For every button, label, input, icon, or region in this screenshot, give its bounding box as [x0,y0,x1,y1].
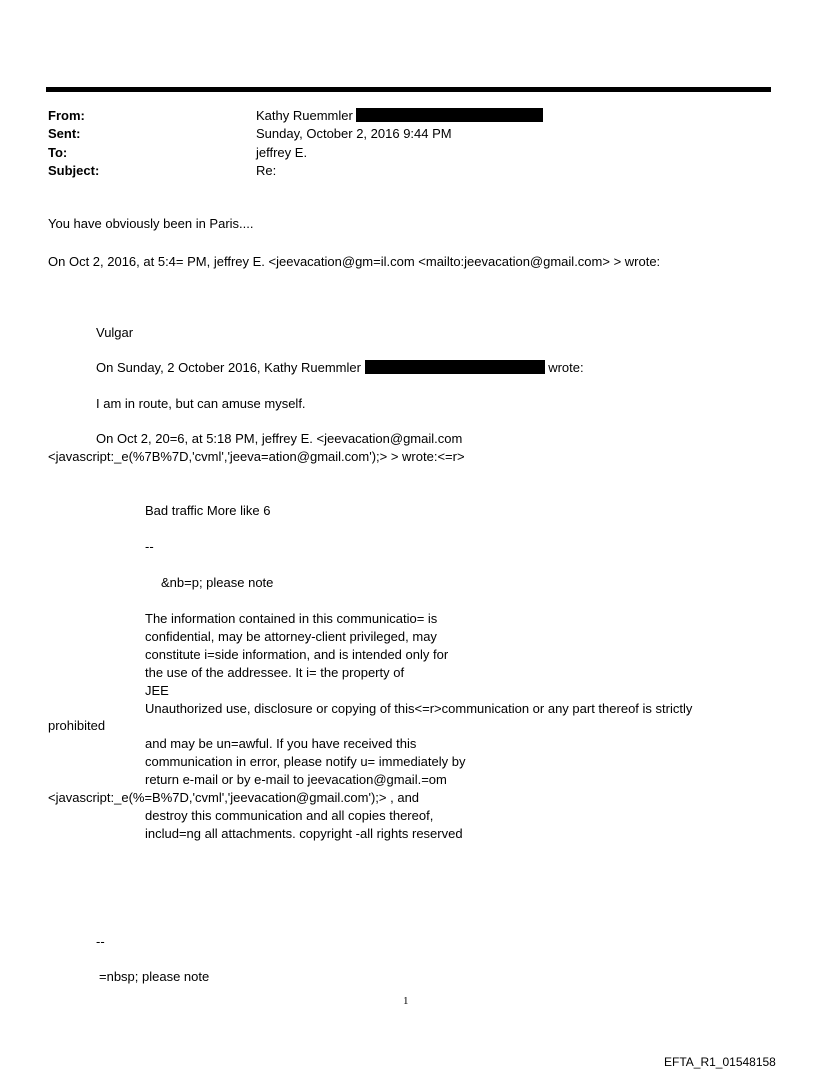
disclaimer-line: communication in error, please notify u= immediately by [145,754,466,769]
disclaimer-line: JEE [145,683,169,698]
redaction-bar [365,360,545,374]
from-name: Kathy Ruemmler [256,108,353,123]
redaction-bar [356,108,543,122]
body-line: &nb=p; please note [161,575,274,590]
body-line: Vulgar [96,325,134,340]
disclaimer-line: and may be un=awful. If you have received this [145,736,417,751]
sent-label: Sent: [48,126,81,141]
body-line: I am in route, but can amuse myself. [96,396,306,411]
body-line: -- [145,539,154,554]
header-rule [46,87,771,92]
from-value [256,107,543,125]
disclaimer-line: confidential, may be attorney-client privileged, may [145,629,437,644]
quote-intro: On Sunday, 2 October 2016, Kathy Ruemmler [96,360,361,375]
body-line: <javascript:_e(%7B%7D,'cvml','jeeva=ation@gmail.com');> > wrote:<=r> [48,449,465,464]
disclaimer-line: Unauthorized use, disclosure or copying of this<=r>communication or any part thereof is strictly [145,701,693,716]
body-line: On Oct 2, 2016, at 5:4= PM, jeffrey E. <jeevacation@gm=il.com <mailto:jeevacation@gmail.com> > wrote: [48,254,661,269]
from-label: From: [48,108,85,123]
disclaimer-line: includ=ng all attachments. copyright -all rights reserved [145,826,463,841]
body-line: On Oct 2, 20=6, at 5:18 PM, jeffrey E. <jeevacation@gmail.com [96,431,463,446]
disclaimer-line: return e-mail or by e-mail to jeevacation@gmail.=om [145,772,447,787]
page-number: 1 [403,995,409,1007]
bates-number: EFTA_R1_01548158 [664,1055,776,1069]
disclaimer-line: prohibited [48,718,106,733]
body-line [96,359,584,377]
to-value: jeffrey E. [256,145,308,160]
disclaimer-line: The information contained in this communicatio= is [145,611,438,626]
quote-wrote: wrote: [548,360,584,375]
body-line: Bad traffic More like 6 [145,503,271,518]
disclaimer-line: the use of the addressee. It i= the property of [145,665,405,680]
sent-value: Sunday, October 2, 2016 9:44 PM [256,126,452,141]
body-line: -- [96,934,105,949]
subject-label: Subject: [48,163,100,178]
disclaimer-line: constitute i=side information, and is intended only for [145,647,449,662]
body-line: You have obviously been in Paris.... [48,216,254,231]
disclaimer-line: destroy this communication and all copies thereof, [145,808,434,823]
subject-value: Re: [256,163,277,178]
disclaimer-line: <javascript:_e(%=B%7D,'cvml','jeevacation@gmail.com');> , and [48,790,420,805]
body-line: =nbsp; please note [99,969,210,984]
to-label: To: [48,145,68,160]
